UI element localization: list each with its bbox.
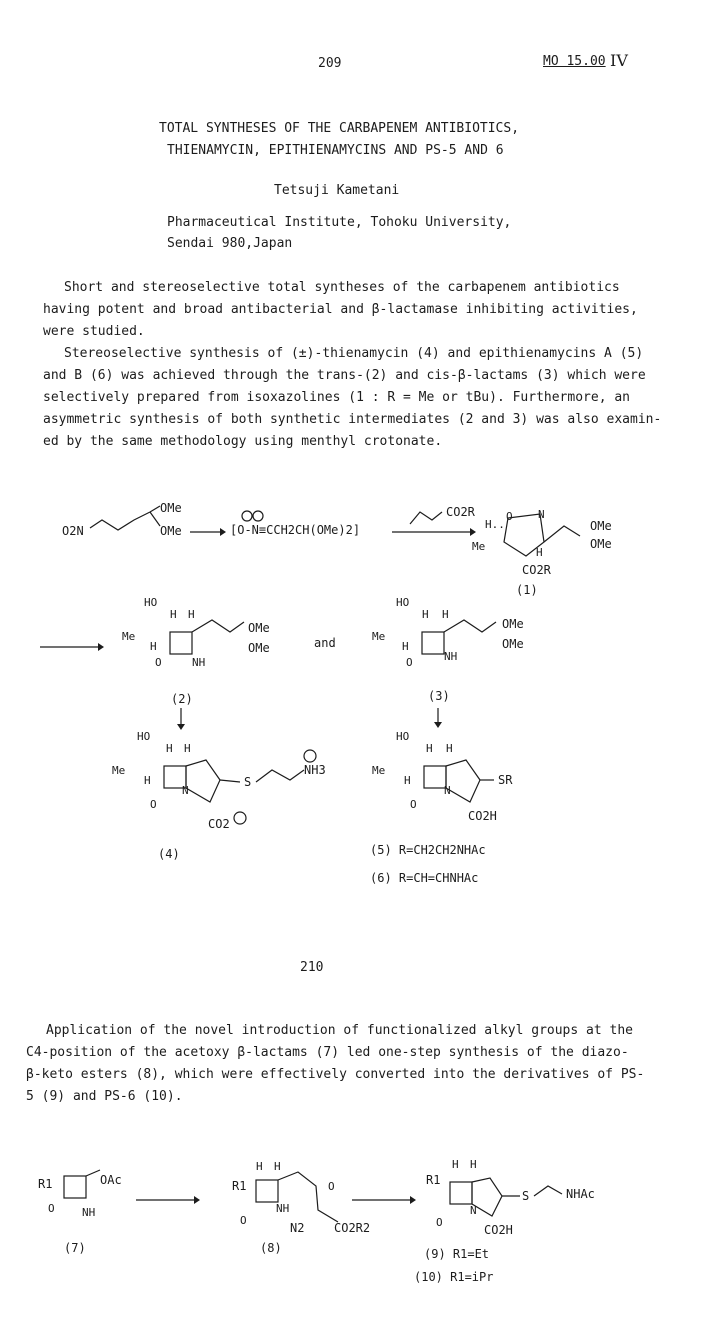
ome-label: OMe [590, 519, 612, 533]
pyrroline-ring [446, 760, 480, 802]
pyrroline-ring [186, 760, 220, 802]
h-label: H [470, 1158, 477, 1171]
h-label: H [184, 742, 191, 755]
compound-label-1: (1) [516, 583, 538, 597]
compound-label-9: (9) R1=Et [424, 1247, 490, 1261]
compound-label-6: (6) R=CH=CHNHAc [370, 871, 479, 885]
h-label: H [446, 742, 453, 755]
bond [150, 506, 160, 512]
ho-label: HO [396, 730, 410, 743]
abstract-line: having potent and broad antibacterial and β-lactamase inhibiting activities, [43, 302, 638, 317]
o-label: O [240, 1214, 247, 1227]
carbapenem-scheme [0, 490, 704, 910]
r1-label: R1 [232, 1179, 247, 1193]
abstract-line: selectively prepared from isoxazolines (1 : R = Me or tBu). Furthermore, an [43, 390, 630, 405]
title-line-2: THIENAMYCIN, EPITHIENAMYCINS AND PS-5 AND 6 [167, 143, 504, 158]
r1-label: R1 [38, 1177, 53, 1191]
nh-label: NH [82, 1206, 96, 1219]
minus-charge-icon [242, 511, 252, 521]
side-chain-bond [534, 1186, 562, 1196]
co2-label: CO2 [208, 817, 230, 831]
h-label: H [404, 774, 411, 787]
h-label: H [188, 608, 195, 621]
paragraph-line: Application of the novel introduction of functionalized alkyl groups at the [46, 1023, 633, 1038]
beta-lactam-ring [256, 1180, 278, 1202]
me-label: Me [372, 630, 386, 643]
me-label: Me [472, 540, 486, 553]
o-label: O [48, 1202, 55, 1215]
ome-label: OMe [160, 501, 182, 515]
h-label: H [274, 1160, 281, 1173]
arrow-head [177, 724, 185, 730]
abstract-line: and B (6) was achieved through the trans-(2) and cis-β-lactams (3) which were [43, 368, 646, 383]
co2h-label: CO2H [484, 1223, 513, 1237]
plus-charge-icon [304, 750, 316, 762]
paragraph-line: C4-position of the acetoxy β-lactams (7) led one-step synthesis of the diazo- [26, 1045, 629, 1060]
s-label: S [244, 775, 252, 789]
ome-label: OMe [502, 637, 524, 651]
ome-label: OMe [160, 524, 182, 538]
arrow-head [194, 1196, 200, 1204]
arrow-head [220, 528, 226, 536]
ome-label: OMe [590, 537, 612, 551]
page-number-210: 210 [300, 960, 324, 975]
o-label: O [436, 1216, 443, 1229]
page-number-209: 209 [318, 56, 342, 71]
author: Tetsuji Kametani [274, 183, 400, 198]
o-label: O [506, 510, 513, 523]
affiliation-line-1: Pharmaceutical Institute, Tohoku University, [167, 215, 512, 230]
h-label: H [422, 608, 429, 621]
o2n-label: O2N [62, 524, 84, 538]
side-chain-bond [256, 770, 304, 782]
nh-label: NH [192, 656, 206, 669]
beta-lactam-ring [422, 632, 444, 654]
nhac-label: NHAc [566, 1187, 595, 1201]
ho-label: HO [137, 730, 151, 743]
nh-label: NH [276, 1202, 290, 1215]
oac-label: OAc [100, 1173, 122, 1187]
side-chain-bond [192, 620, 244, 632]
n-label: N [538, 508, 545, 521]
h-label: H [402, 640, 409, 653]
h-label: H [536, 546, 543, 559]
compound-label-10: (10) R1=iPr [414, 1270, 494, 1284]
nitrile-oxide-label: [O-N≡CCH2CH(OMe)2] [230, 523, 361, 537]
title-line-1: TOTAL SYNTHESES OF THE CARBAPENEM ANTIBIOTICS, [159, 121, 520, 136]
abstract-line: were studied. [43, 324, 145, 339]
h-label: H [166, 742, 173, 755]
h-label: H [256, 1160, 263, 1173]
arrow-head [410, 1196, 416, 1204]
co2r-label: CO2R [522, 563, 551, 577]
beta-lactam-ring [424, 766, 446, 788]
h-label: H [452, 1158, 459, 1171]
s-label: S [522, 1189, 530, 1203]
h-label: H [144, 774, 151, 787]
n2-label: N2 [290, 1221, 305, 1235]
compound-label-5: (5) R=CH2CH2NHAc [370, 843, 486, 857]
ome-label: OMe [248, 621, 270, 635]
sr-label: SR [498, 773, 513, 787]
h-label: H.. [485, 518, 505, 531]
bond [86, 1170, 100, 1176]
compound-label-4: (4) [158, 847, 180, 861]
compound-label-2: (2) [171, 692, 193, 706]
session-code-suffix: IV [610, 51, 628, 70]
side-chain-bond [444, 620, 496, 632]
o-label: O [328, 1180, 335, 1193]
crotonate-label: CO2R [446, 505, 475, 519]
h-label: H [170, 608, 177, 621]
o-label: O [410, 798, 417, 811]
arrow-head [434, 722, 442, 728]
nh-label: NH [444, 650, 458, 663]
o-label: O [406, 656, 413, 669]
ps-scheme [0, 1150, 704, 1300]
me-label: Me [122, 630, 136, 643]
abstract-line: Stereoselective synthesis of (±)-thienamycin (4) and epithienamycins A (5) [64, 346, 644, 361]
chain-bond [90, 512, 150, 530]
crotonate-bond [410, 512, 442, 524]
h-label: H [150, 640, 157, 653]
session-code: MO 15.00 [543, 54, 606, 69]
compound-label-3: (3) [428, 689, 450, 703]
beta-lactam-ring [64, 1176, 86, 1198]
plus-charge-icon [253, 511, 263, 521]
h-label: H [426, 742, 433, 755]
n-label: N [182, 784, 189, 797]
me-label: Me [372, 764, 386, 777]
co2h-label: CO2H [468, 809, 497, 823]
ome-label: OMe [248, 641, 270, 655]
beta-lactam-ring [170, 632, 192, 654]
n-label: N [444, 784, 451, 797]
compound-label-8: (8) [260, 1241, 282, 1255]
paragraph-line: 5 (9) and PS-6 (10). [26, 1089, 183, 1104]
arrow-head [470, 528, 476, 536]
nh3-label: NH3 [304, 763, 326, 777]
ome-label: OMe [502, 617, 524, 631]
abstract-line: ed by the same methodology using menthyl crotonate. [43, 434, 443, 449]
abstract-line: asymmetric synthesis of both synthetic intermediates (2 and 3) was also examin- [43, 412, 662, 427]
affiliation-line-2: Sendai 980,Japan [167, 236, 293, 251]
ho-label: HO [396, 596, 410, 609]
compound-label-7: (7) [64, 1241, 86, 1255]
bond [220, 780, 240, 782]
bond [150, 512, 160, 526]
n-label: N [470, 1204, 477, 1217]
co2r2-label: CO2R2 [334, 1221, 371, 1235]
arrow-head [98, 643, 104, 651]
and-label: and [314, 636, 336, 650]
side-chain-bond [544, 526, 580, 542]
abstract-line: Short and stereoselective total syntheses of the carbapenem antibiotics [64, 280, 620, 295]
r1-label: R1 [426, 1173, 441, 1187]
minus-charge-icon [234, 812, 246, 824]
me-label: Me [112, 764, 126, 777]
h-label: H [442, 608, 449, 621]
o-label: O [155, 656, 162, 669]
paragraph-line: β-keto esters (8), which were effectively converted into the derivatives of PS- [26, 1067, 645, 1082]
beta-lactam-ring [450, 1182, 472, 1204]
ho-label: HO [144, 596, 158, 609]
o-label: O [150, 798, 157, 811]
